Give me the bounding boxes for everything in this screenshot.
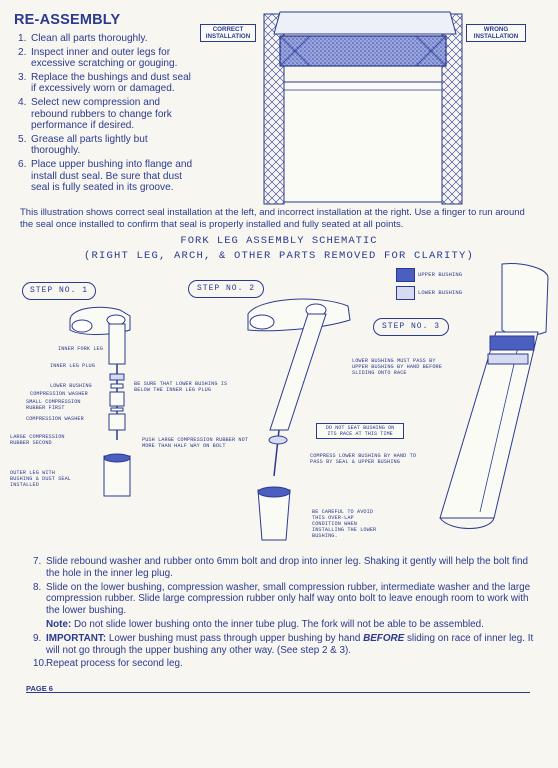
legend-lower-bushing: LOWER BUSHING	[418, 289, 463, 296]
label-be-sure: BE SURE THAT LOWER BUSHING IS BELOW THE INNER LEG PLUG	[134, 381, 228, 393]
step-3-drawing	[420, 262, 550, 534]
step-1-label: STEP NO. 1	[22, 282, 96, 300]
label-compress-lower: COMPRESS LOWER BUSHING BY HAND TO PASS BY SEAL & UPPER BUSHING	[310, 453, 417, 465]
seal-installation-illustration	[260, 10, 470, 210]
list-item: 8. Slide on the lower bushing, compression washer, small compression rubber, intermediate washer and the large compression rubber. Slide large compression rubber only half way onto bolt to leave enough room to work with the lower bushing.	[33, 581, 531, 617]
label-inner-leg-plug: INNER LEG PLUG	[50, 363, 95, 369]
schematic-title: FORK LEG ASSEMBLY SCHEMATIC	[180, 235, 378, 247]
page-title: RE-ASSEMBLY	[14, 12, 121, 28]
page-number: PAGE 6	[26, 684, 53, 693]
label-inner-fork-leg: INNER FORK LEG	[58, 346, 103, 352]
list-item: 10. Repeat process for second leg.	[33, 658, 183, 670]
list-item: 6. Place upper bushing into flange and install dust seal. Be sure that dust seal is fully seated in its groove.	[18, 158, 193, 194]
list-item: 1. Clean all parts thoroughly.	[18, 33, 148, 44]
step-2-label: STEP NO. 2	[188, 280, 264, 298]
lower-bushing-swatch	[396, 286, 415, 300]
label-be-careful: BE CAREFUL TO AVOID THIS OVER-LAP CONDITION WHEN INSTALLING THE LOWER BUSHING.	[312, 509, 377, 539]
list-item: 4. Select new compression and rebound rubbers to change fork performance if desired.	[18, 96, 172, 132]
list-item: 5. Grease all parts lightly but thoroughly.	[18, 133, 148, 157]
steps-list-bottom	[33, 556, 543, 672]
footer-rule	[26, 692, 530, 693]
label-outer-leg: OUTER LEG WITH BUSHING & DUST SEAL INSTALLED	[10, 470, 72, 488]
schematic-subtitle: (RIGHT LEG, ARCH, & OTHER PARTS REMOVED FOR CLARITY)	[83, 250, 475, 262]
list-item: 7. Slide rebound washer and rubber onto 6mm bolt and drop into inner leg. Shaking it gently will help the bolt find the hole in the inner leg plug.	[33, 556, 528, 579]
list-item: 2. Inspect inner and outer legs for excessive scratching or gouging.	[18, 46, 178, 70]
label-small-compression-rubber: SMALL COMPRESSION RUBBER FIRST	[26, 399, 81, 411]
wrong-installation-label: WRONG INSTALLATION	[466, 24, 526, 42]
label-lower-bushing: LOWER BUSHING	[50, 383, 92, 389]
label-do-not-seat: DO NOT SEAT BUSHING ON ITS RACE AT THIS TIME	[316, 423, 404, 439]
list-item: 3. Replace the bushings and dust seal if excessively worn or damaged.	[18, 71, 191, 95]
label-compression-washer-2: COMPRESSION WASHER	[26, 416, 84, 422]
step-3-label: STEP NO. 3	[373, 318, 449, 336]
label-compression-washer: COMPRESSION WASHER	[30, 391, 88, 397]
list-item: 9. IMPORTANT: Lower bushing must pass through upper bushing by hand BEFORE sliding on race of inner leg. It will not go through the upper bushing any other way. (See step 2 & 3).	[33, 632, 534, 656]
label-must-pass: LOWER BUSHING MUST PASS BY UPPER BUSHING BY HAND BEFORE SLIDING ONTO RACE	[352, 358, 442, 376]
steps-list-top	[18, 33, 196, 196]
legend-upper-bushing: UPPER BUSHING	[418, 271, 463, 278]
correct-installation-label: CORRECT INSTALLATION	[200, 24, 256, 42]
upper-bushing-swatch	[396, 268, 415, 282]
illustration-caption: This illustration shows correct seal installation at the left, and incorrect installation at the right. Use a finger to run around the seal once installed to confirm that seal is properly installed and fully seated at all points.	[20, 207, 525, 230]
label-large-compression-rubber: LARGE COMPRESSION RUBBER SECOND	[10, 434, 65, 446]
label-push-large: PUSH LARGE COMPRESSION RUBBER NOT MORE THAN HALF WAY ON BOLT	[142, 437, 249, 449]
note: Note: Do not slide lower bushing onto the inner tube plug. The fork will not be able to be assembled.	[46, 618, 484, 630]
